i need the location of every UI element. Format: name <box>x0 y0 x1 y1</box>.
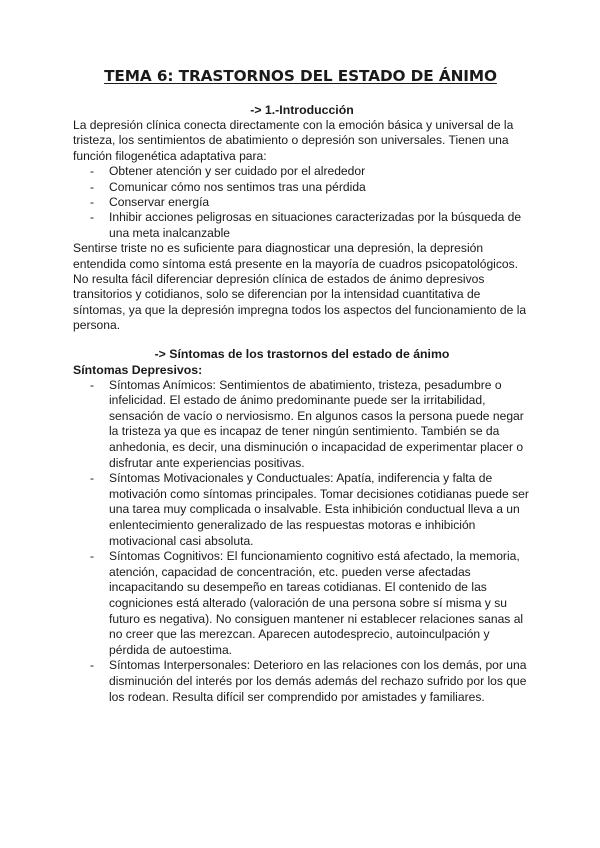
section-introduction <box>73 102 531 334</box>
symptoms-list <box>73 378 531 705</box>
subheading-depressive-symptoms: Síntomas Depresivos: <box>73 362 203 377</box>
list-item: - Síntomas Cognitivos: El funcionamiento cognitivo está afectado, la memoria, atención, capacidad de concentración, etc. pueden verse afectadas incapacitando su desempeño en tareas cotidianas. El contenido de las cogniciones está alterado (valoración de una persona sobre sí misma y su futuro es negativa). No consiguen mantener ni establecer relaciones sanas al no creer que las merezcan. Aparecen autodesprecio, autoinculpación y pérdida de autoestima. <box>73 549 531 658</box>
list-item: - Obtener atención y ser cuidado por el alrededor <box>73 164 531 179</box>
list-item: - Síntomas Anímicos: Sentimientos de abatimiento, tristeza, pesadumbre o infelicidad. El estado de ánimo predominante puede ser la irritabilidad, sensación de vacío o nerviosismo. En algunos casos la persona puede negar la tristeza ya que es incapaz de tener ningún sentimiento. También se da anhedonia, es decir, una disminución o incapacidad de experimentar placer o disfrutar ante experiencias positivas. <box>73 378 531 472</box>
list-item: - Síntomas Interpersonales: Deterioro en las relaciones con los demás, por una disminución del interés por los demás además del rechazo sufrido por los que los rodean. Resulta difícil ser comprendido por amistades y familiares. <box>73 658 531 705</box>
functions-list <box>73 164 531 241</box>
closing-paragraph: Sentirse triste no es suficiente para diagnosticar una depresión, la depresión entendida como síntoma está presente en la mayoría de cuadros psicopatológicos. No resulta fácil diferenciar depresión clínica de estados de ánimo depresivos transitorios y cotidianos, solo se diferencian por la intensidad cuantitativa de síntomas, ya que la depresión impregna todos los aspectos del funcionamiento de la persona. <box>73 241 527 333</box>
intro-paragraph: La depresión clínica conecta directamente con la emoción básica y universal de la tristeza, los sentimientos de abatimiento o depresión son universales. Tienen una función filogenética adaptativa para: <box>73 118 514 163</box>
section-symptoms <box>73 346 531 705</box>
section-heading-introduction: -> 1.-Introducción <box>250 103 354 117</box>
list-item: - Comunicar cómo nos sentimos tras una pérdida <box>73 180 531 195</box>
list-item: - Inhibir acciones peligrosas en situaciones caracterizadas por la búsqueda de una meta inalcanzable <box>73 210 531 241</box>
document-title: TEMA 6: TRASTORNOS DEL ESTADO DE ÁNIMO <box>104 67 497 85</box>
list-item: - Síntomas Motivacionales y Conductuales: Apatía, indiferencia y falta de motivación como síntomas principales. Tomar decisiones cotidianas puede ser una tarea muy complicada o insalvable. Esta inhibición conductual lleva a un enlentecimiento generalizado de las respuestas motoras e inhibición motivacional casi absoluta. <box>73 471 531 549</box>
section-heading-symptoms: -> Síntomas de los trastornos del estado de ánimo <box>154 346 450 361</box>
document-page <box>73 66 531 705</box>
list-item: - Conservar energía <box>73 195 531 210</box>
